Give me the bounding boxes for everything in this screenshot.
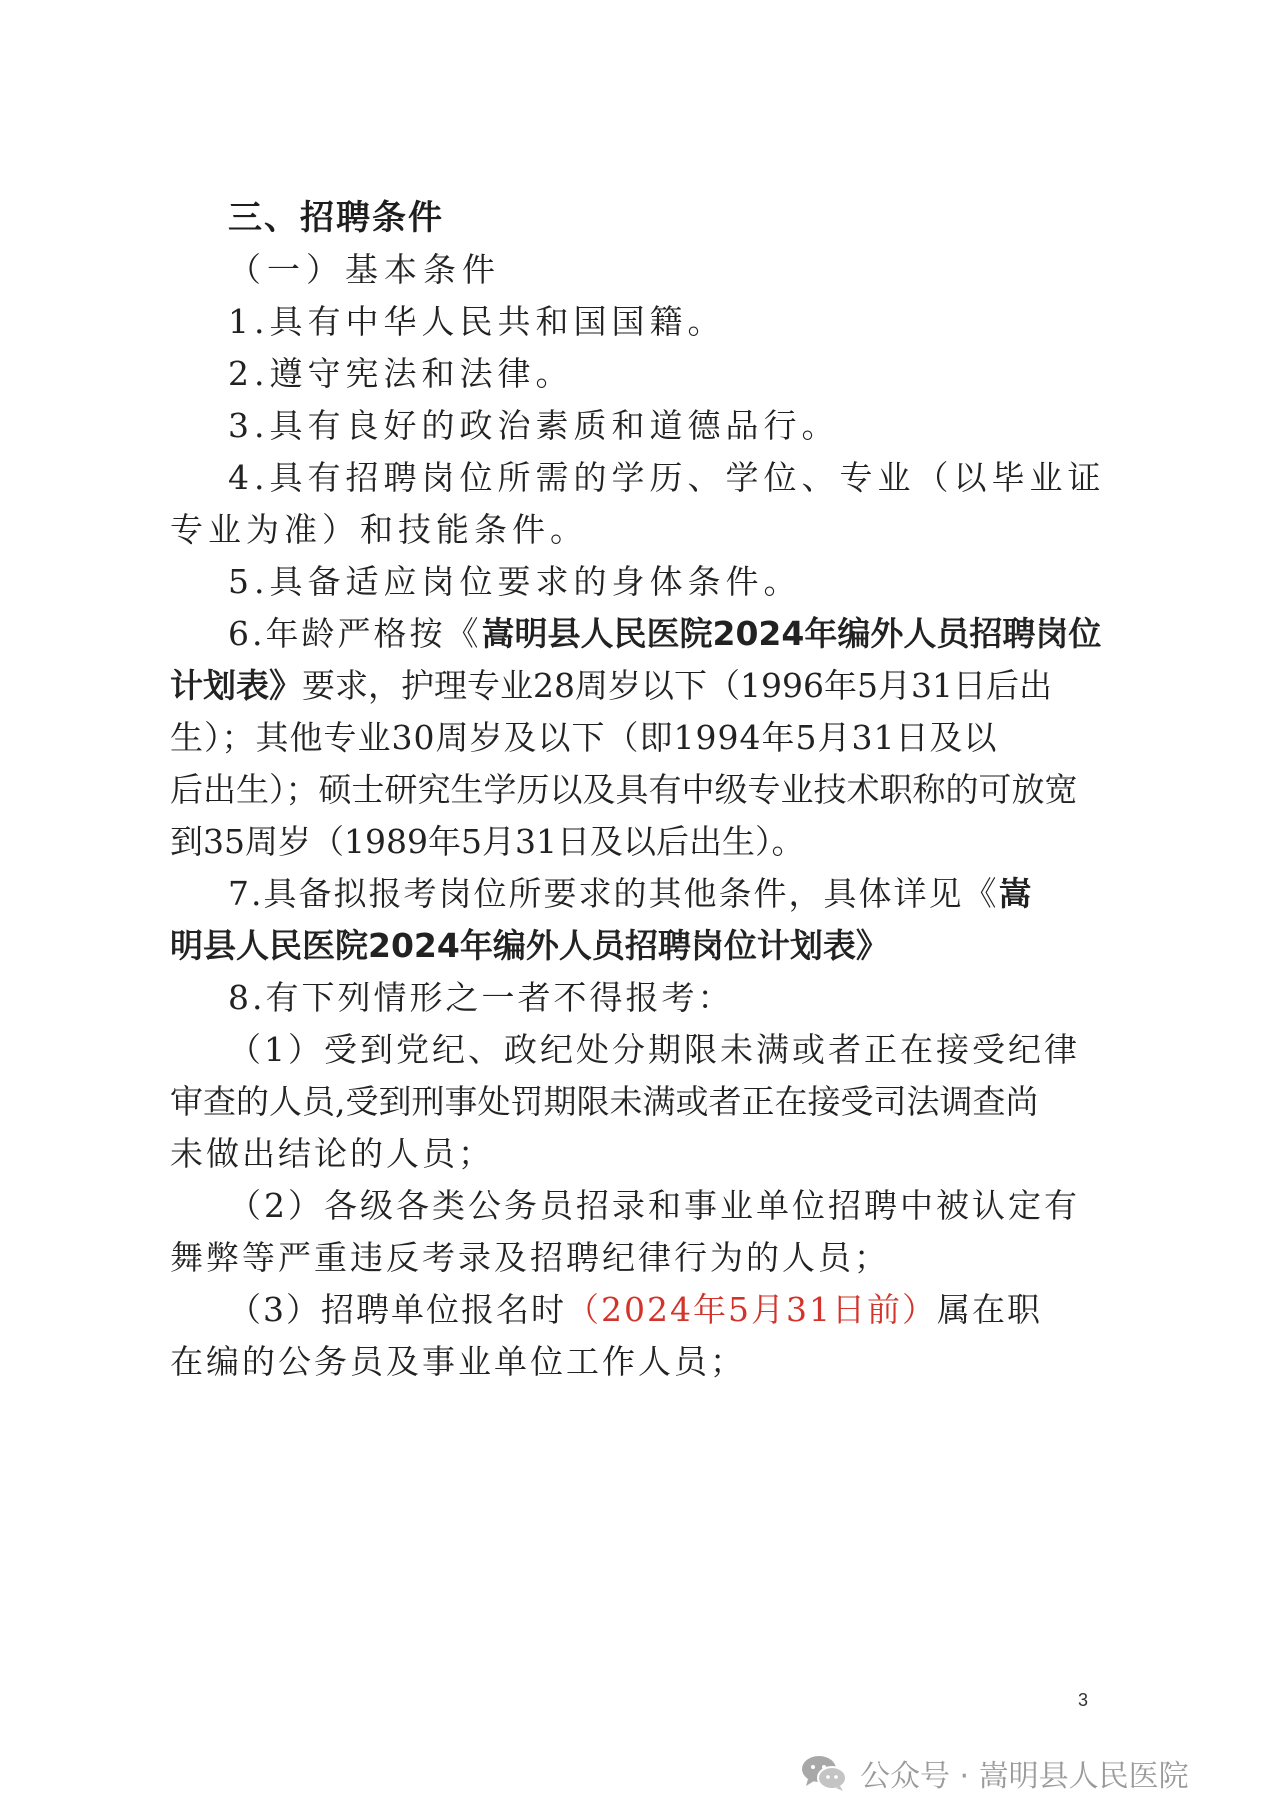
condition-item-8: 8.有下列情形之一者不得报考： [228, 978, 734, 1017]
exclusion-1-line-1: （1）受到党纪、政纪处分期限未满或者正在接受纪律 [228, 1030, 1080, 1069]
item-7-prefix: 7.具备拟报考岗位所要求的其他条件，具体详见《 [228, 874, 999, 913]
condition-item-6-line-5: 到35周岁（1989年5月31日及以后出生）。 [170, 822, 805, 861]
item-6-plan-title-bold: 嵩明县人民医院2024年编外人员招聘岗位 [481, 614, 1102, 653]
exclusion-3-date-red: （2024年5月31日前） [566, 1290, 937, 1329]
exclusion-3-suffix: 属在职 [936, 1290, 1042, 1329]
condition-item-3: 3.具有良好的政治素质和道德品行。 [228, 406, 840, 445]
exclusion-2-line-1: （2）各级各类公务员招录和事业单位招聘中被认定有 [228, 1186, 1080, 1225]
condition-item-4-line-2: 专业为准）和技能条件。 [170, 510, 588, 549]
exclusion-1-line-2: 审查的人员,受到刑事处罚期限未满或者正在接受司法调查尚 [170, 1082, 1039, 1121]
condition-item-6-line-2 [170, 666, 1052, 706]
condition-item-7-line-2-bold: 明县人民医院2024年编外人员招聘岗位计划表》 [170, 926, 889, 965]
condition-item-2: 2.遵守宪法和法律。 [228, 354, 574, 393]
item-6-plan-title-end-bold: 计划表》 [170, 666, 302, 705]
condition-item-4-line-1: 4.具有招聘岗位所需的学历、学位、专业（以毕业证 [228, 458, 1106, 497]
item-7-plan-title-start-bold: 嵩 [998, 874, 1032, 913]
exclusion-3-prefix: （3）招聘单位报名时 [228, 1290, 566, 1329]
item-6-prefix: 6.年龄严格按《 [228, 614, 482, 653]
condition-item-7-line-1 [228, 874, 1032, 914]
condition-item-6-line-1 [228, 614, 1101, 654]
condition-item-6-line-4: 后出生）；硕士研究生学历以及具有中级专业技术职称的可放宽 [170, 770, 1078, 809]
condition-item-1: 1.具有中华人民共和国国籍。 [228, 302, 726, 341]
item-6-age-requirement: 要求，护理专业28周岁以下（1996年5月31日后出 [302, 666, 1052, 705]
condition-item-5: 5.具备适应岗位要求的身体条件。 [228, 562, 802, 601]
exclusion-3-line-1 [228, 1290, 1042, 1330]
exclusion-3-line-2: 在编的公务员及事业单位工作人员； [170, 1342, 746, 1381]
exclusion-2-line-2: 舞弊等严重违反考录及招聘纪律行为的人员； [170, 1238, 890, 1277]
exclusion-1-line-3: 未做出结论的人员； [170, 1134, 494, 1173]
wechat-watermark [800, 1750, 1189, 1796]
condition-item-6-line-3: 生）；其他专业30周岁及以下（即1994年5月31日及以 [170, 718, 998, 757]
wechat-icon [800, 1753, 848, 1793]
watermark-text: 公众号 · 嵩明县人民医院 [860, 1759, 1189, 1794]
subsection-heading: （一）基本条件 [228, 250, 501, 289]
page-number: 3 [1078, 1690, 1089, 1710]
section-heading: 三、招聘条件 [228, 198, 444, 238]
